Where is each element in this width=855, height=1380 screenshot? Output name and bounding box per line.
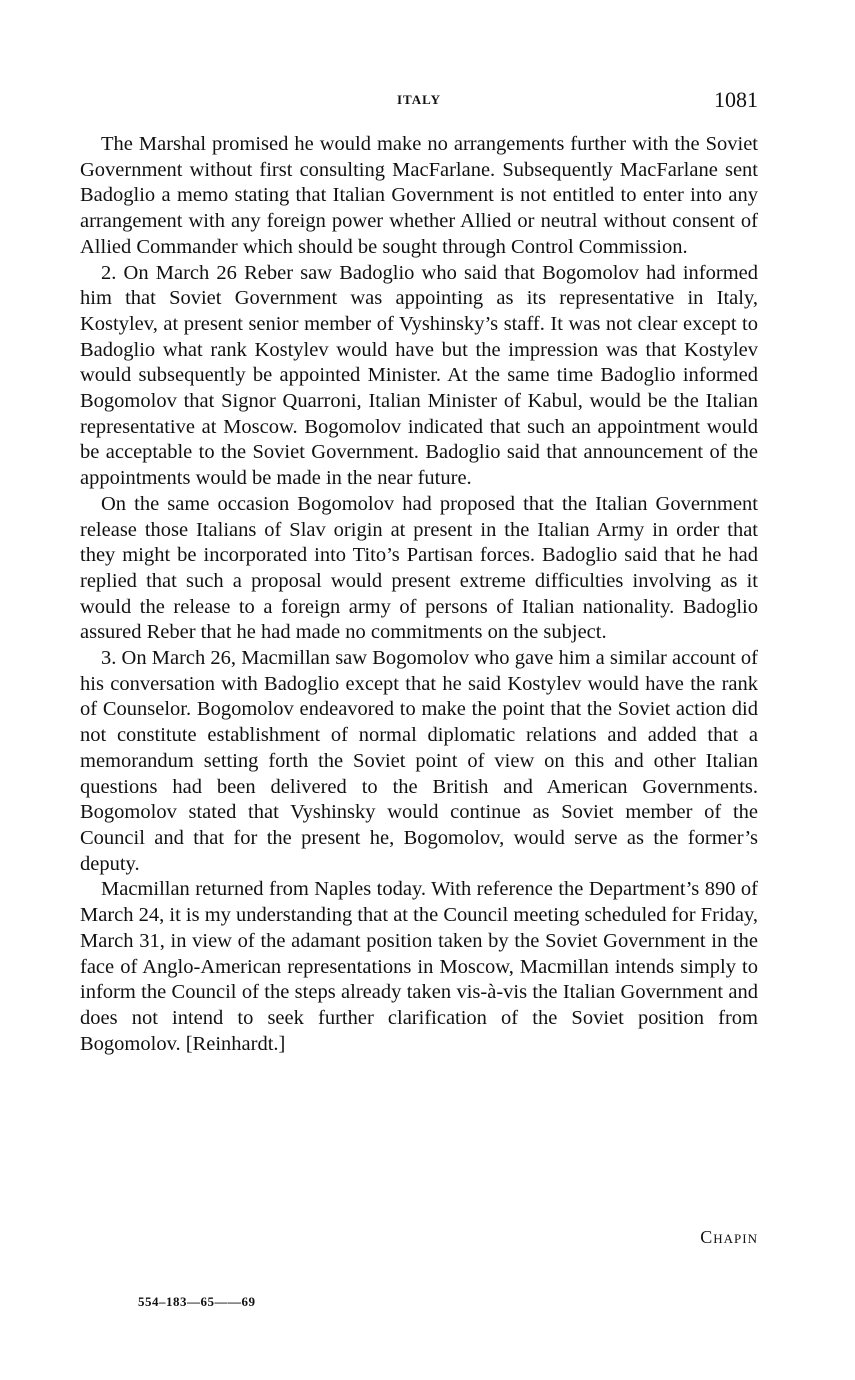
paragraph-2-reber-badoglio: 2. On March 26 Reber saw Badoglio who said that Bogomolov had informed him that Soviet Government was appointing as its representative in Italy, Kostylev, at present senior member of Vyshinsky’s staff. It was not clear except to Badoglio what rank Kostylev would have but the impression was that Kostylev would subsequently be appointed Minister. At the same time Badoglio informed Bogomolov that Signor Quarroni, Italian Minister of Kabul, would be the Italian representative at Moscow. Bogomolov indicated that such an appointment would be acceptable to the Soviet Government. Badoglio said that announcement of the appointments would be made in the near future. bbox=[80, 261, 758, 490]
page-number: 1081 bbox=[714, 87, 758, 112]
body-text bbox=[80, 132, 758, 1057]
printer-code: 554–183—65——69 bbox=[138, 1294, 256, 1309]
paragraph-3-macmillan-bogomolov: 3. On March 26, Macmillan saw Bogomolov who gave him a similar account of his conversation with Badoglio except that he said Kostylev would have the rank of Counselor. Bogomolov endeavored to make the point that the Soviet action did not constitute establishment of normal diplomatic relations and added that a memorandum setting forth the Soviet point of view on this and other Italian questions had been delivered to the British and American Governments. Bogomolov stated that Vyshinsky would continue as Soviet member of the Council and that for the present he, Bogomolov, would serve as the former’s deputy. bbox=[80, 647, 758, 875]
running-head bbox=[80, 88, 758, 118]
paragraph-slav-origin: On the same occasion Bogomolov had proposed that the Italian Government release those Italians of Slav origin at present in the Italian Army in order that they might be incorporated into Tito’s Partisan forces. Badoglio said that he had replied that such a proposal would present extreme difficulties involving as it would the release to a foreign army of persons of Italian nationality. Badoglio assured Reber that he had made no commitments on the subject. bbox=[80, 492, 758, 644]
paragraph-marshal-promise: The Marshal promised he would make no arrangements further with the Soviet Government without first consulting MacFarlane. Subsequently MacFarlane sent Badoglio a memo stating that Italian Government is not entitled to enter into any arrangement with any foreign power whether Allied or neutral without consent of Allied Commander which should be sought through Control Commission. bbox=[80, 133, 758, 258]
paragraph-macmillan-returned: Macmillan returned from Naples today. With reference the Department’s 890 of March 24, it is my understanding that at the Council meeting scheduled for Friday, March 31, in view of the adamant position taken by the Soviet Government in the face of Anglo-American representations in Moscow, Macmillan intends simply to inform the Council of the steps already taken vis-à-vis the Italian Government and does not intend to seek further clarification of the Soviet position from Bogomolov. [Reinhardt.] bbox=[80, 878, 758, 1055]
signature: Chapin bbox=[700, 1227, 758, 1247]
section-title: ITALY bbox=[396, 92, 442, 107]
